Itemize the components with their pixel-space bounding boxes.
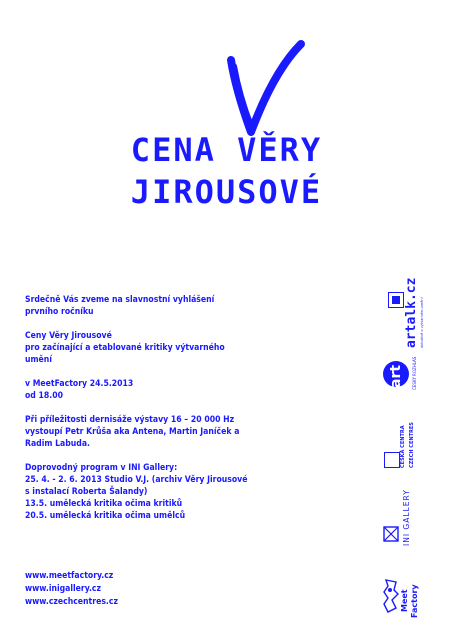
text-line: Při příležitosti dernisáže výstavy 16 – 20 000 Hz [25,415,235,425]
meet-factory-logo-meet: Meet [400,589,409,612]
text-line: Ceny Věry Jirousové [25,331,112,341]
paragraph-award [25,330,325,366]
meet-factory-logo-icon [382,578,400,614]
text-line: 13.5. umělecká kritika očima kritiků [25,499,183,509]
paragraph-date [25,378,325,402]
text-line: Radim Labuda. [25,439,90,449]
poster-title-line2: JIROUSOVÉ [130,173,323,211]
text-line: 20.5. umělecká kritika očima umělců [25,511,186,521]
links-list [25,570,325,609]
art-circle-logo-subtext: ČESKÝ ROZHLAS [412,356,417,390]
czech-centres-logo-line2: CZECH CENTRES [409,422,415,468]
paragraph-program [25,462,325,522]
text-line: vystoupí Petr Krůša aka Antena, Martin Janíček a [25,427,240,437]
czech-centres-logo-square [384,452,400,468]
text-line: od 18.00 [25,391,63,401]
art-circle-logo-text: art [388,364,404,388]
invitation-text [25,294,325,534]
text-line: Srdečně Vás zveme na slavnostní vyhlášení [25,295,215,305]
link-czechcentres[interactable]: www.czechcentres.cz [25,597,118,607]
czech-centres-logo-line1: ČESKÁ CENTRA [400,425,406,468]
ini-gallery-logo-text: INI GALLERY [402,489,411,546]
text-line: s instalací Roberta Šalandy) [25,487,148,497]
text-line: v MeetFactory 24.5.2013 [25,379,134,389]
meet-factory-logo-factory: Factory [410,584,419,618]
text-line: prvního ročníku [25,307,94,317]
checkmark-icon [225,40,305,140]
poster-title-line1: CENA VĚRY [130,131,323,169]
text-line: umění [25,355,52,365]
partner-logos [380,277,440,628]
paragraph-performance [25,414,325,450]
artalk-logo-tagline: aktuálně o výtvarném umění [420,297,424,348]
paragraph-invite [25,294,325,318]
link-inigallery[interactable]: www.inigallery.cz [25,584,101,594]
ini-gallery-logo-icon [383,526,399,542]
text-line: 25. 4. - 2. 6. 2013 Studio V.J. (archiv Věry Jirousové [25,475,248,485]
artalk-logo-inner-square [392,296,400,304]
artalk-logo: artalk.cz [404,277,419,348]
link-meetfactory[interactable]: www.meetfactory.cz [25,571,114,581]
text-line: pro začínající a etablované kritiky výtvarného [25,343,225,353]
text-line: Doprovodný program v INI Gallery: [25,463,178,473]
